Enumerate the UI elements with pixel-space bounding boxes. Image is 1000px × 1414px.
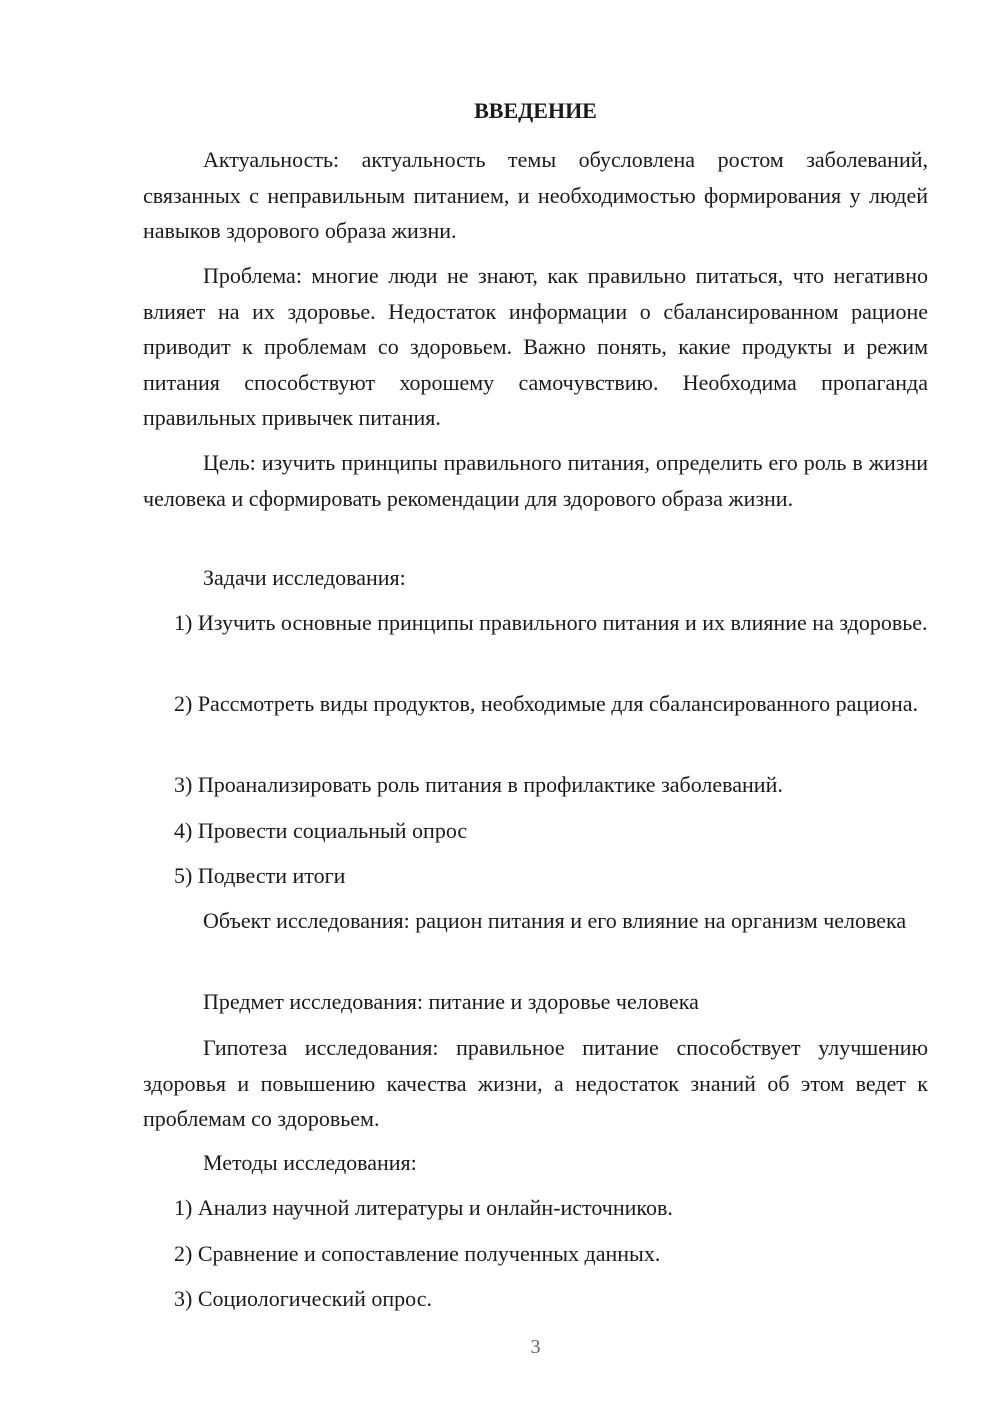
list-item-task-4: 4) Провести социальный опрос <box>174 818 468 843</box>
paragraph-hypothesis: Гипотеза исследования: правильное питание способствует улучшению здоровья и повышению качества жизни, а недостаток знаний об этом ведет к проблемам со здоровьем. <box>143 1035 928 1131</box>
list-item-method-1: 1) Анализ научной литературы и онлайн-источников. <box>174 1195 673 1220</box>
list-item-method-3: 3) Социологический опрос. <box>174 1286 432 1311</box>
paragraph-tasks-heading: Задачи исследования: <box>203 565 406 590</box>
paragraph-goal: Цель: изучить принципы правильного питания, определить его роль в жизни человека и сформировать рекомендации для здорового образа жизни. <box>143 450 928 511</box>
paragraph-object: Объект исследования: рацион питания и его влияние на организм человека <box>203 908 907 933</box>
paragraph-relevance: Актуальность: актуальность темы обусловлена ростом заболеваний, связанных с неправильным питанием, и необходимостью формирования у людей навыков здорового образа жизни. <box>143 147 928 243</box>
page-title: ВВЕДЕНИЕ <box>474 98 597 123</box>
list-item-method-2: 2) Сравнение и сопоставление полученных данных. <box>174 1241 661 1266</box>
page-number: 3 <box>530 1336 541 1358</box>
paragraph-subject: Предмет исследования: питание и здоровье человека <box>203 989 699 1014</box>
list-item-task-2: 2) Рассмотреть виды продуктов, необходимые для сбалансированного рациона. <box>174 691 918 716</box>
list-item-task-1: 1) Изучить основные принципы правильного питания и их влияние на здоровье. <box>174 610 928 635</box>
paragraph-problem: Проблема: многие люди не знают, как правильно питаться, что негативно влияет на их здоровье. Недостаток информации о сбалансированном рационе приводит к проблемам со здоровьем. Важно понять, какие продукты и режим питания способствуют хорошему самочувствию. Необходима пропаганда правильных привычек питания. <box>143 263 928 430</box>
list-item-task-3: 3) Проанализировать роль питания в профилактике заболеваний. <box>174 772 783 797</box>
document-page <box>143 0 928 1414</box>
paragraph-methods-heading: Методы исследования: <box>203 1150 417 1175</box>
list-item-task-5: 5) Подвести итоги <box>174 863 346 888</box>
